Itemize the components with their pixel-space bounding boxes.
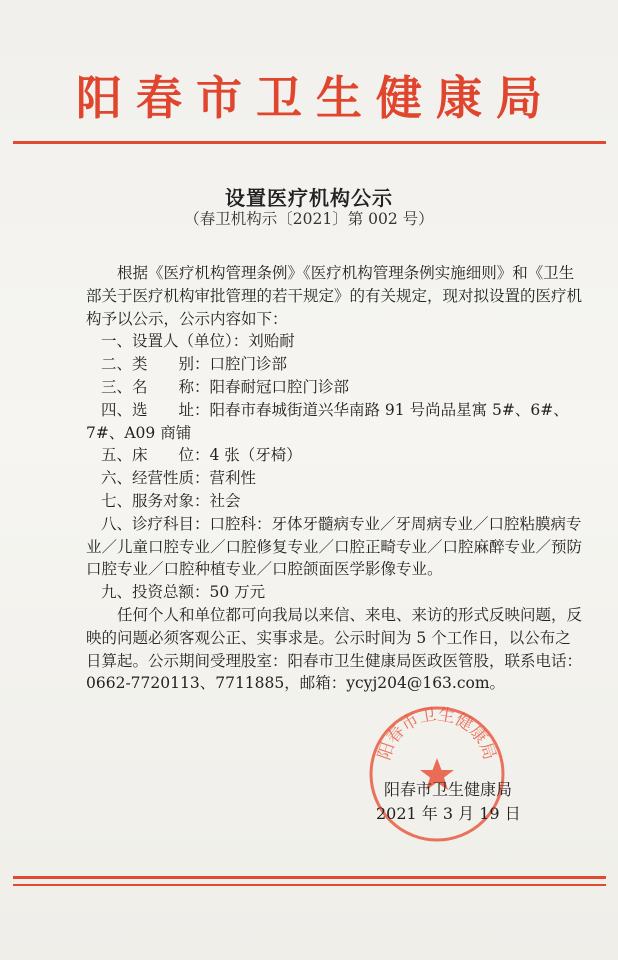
item-subjects: 八、诊疗科目：口腔科：牙体牙髓病专业／牙周病专业／口腔粘膜病专业／儿童口腔专业／口腔修复专业／口腔正畸专业／口腔麻醉专业／预防口腔专业／口腔种植专业／口腔颌面医学影像专业。	[86, 514, 583, 579]
header-divider	[13, 141, 606, 144]
footer-divider-top	[13, 876, 606, 879]
notice-title: 设置医疗机构公示	[225, 186, 393, 210]
intro-paragraph: 根据《医疗机构管理条例》《医疗机构管理条例实施细则》和《卫生部关于医疗机构审批管理的若干规定》的有关规定，现对拟设置的医疗机构予以公示，公示内容如下：	[86, 264, 583, 328]
item-address: 四、选 址：阳春市春城街道兴华南路 91 号尚品星寓 5#、6#、7#、A09 商铺	[86, 400, 569, 442]
item-service-target: 七、服务对象：社会	[101, 491, 241, 510]
signature-block	[376, 778, 521, 826]
closing-paragraph: 任何个人和单位都可向我局以来信、来电、来访的形式反映问题，反映的问题必须客观公正、实事求是。公示时间为 5 个工作日，以公布之日算起。公示期间受理股室：阳春市卫生健康局医政医管股，联系电话：0662-7720113、7711885，邮箱：ycyj204@163.com。	[86, 605, 583, 693]
seal-text: 阳春市卫生健康局	[374, 704, 500, 763]
item-investment: 九、投资总额：50 万元	[101, 583, 266, 602]
signature-date: 2021 年 3 月 19 日	[376, 804, 521, 823]
item-nature: 六、经营性质：营利性	[101, 469, 257, 488]
signature-org: 阳春市卫生健康局	[384, 780, 513, 799]
item-beds: 五、床 位：4 张（牙椅）	[101, 446, 302, 465]
item-founder: 一、设置人（单位）：刘贻耐	[101, 332, 295, 351]
item-category: 二、类 别：口腔门诊部	[101, 355, 288, 374]
header-org-name: 阳春市卫生健康局	[76, 71, 556, 125]
notice-body	[86, 262, 582, 695]
svg-text:阳春市卫生健康局	[375, 705, 500, 763]
item-name: 三、名 称：阳春耐冠口腔门诊部	[101, 377, 350, 396]
document-number: （春卫机构示〔2021〕第 002 号）	[184, 210, 434, 228]
footer-divider-bottom	[13, 884, 606, 886]
